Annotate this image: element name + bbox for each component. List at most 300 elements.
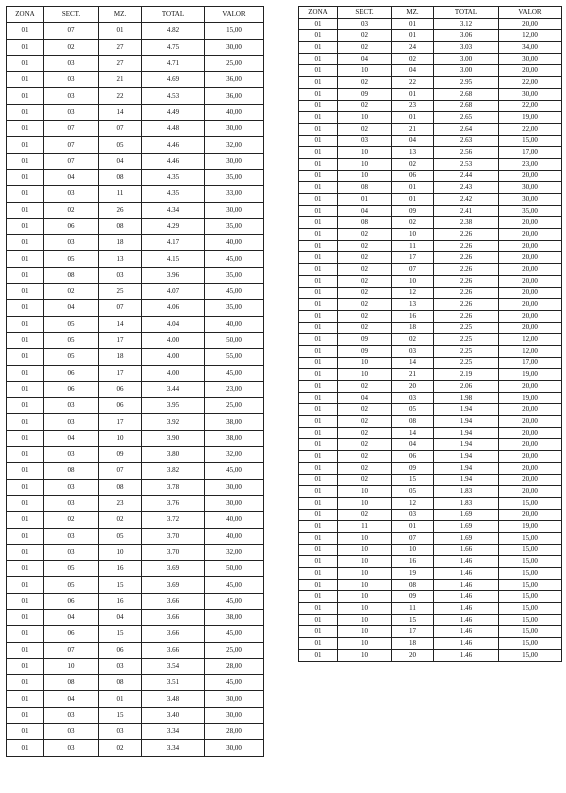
cell-mz: 15 [99,707,142,723]
cell-total: 1.46 [434,579,499,591]
table-row [299,614,562,626]
cell-mz: 10 [392,544,434,556]
cell-sect: 06 [44,626,99,642]
cell-sect: 05 [44,251,99,267]
table-row [299,392,562,404]
cell-sect: 07 [44,23,99,39]
table-row [299,626,562,638]
table-row [7,218,264,234]
cell-valor: 35,00 [205,300,264,316]
cell-valor: 17,00 [499,147,562,159]
cell-zona: 01 [7,675,44,691]
cell-total: 4.15 [142,251,205,267]
cell-zona: 01 [7,544,44,560]
cell-zona: 01 [299,579,338,591]
cell-total: 2.38 [434,217,499,229]
cell-mz: 09 [392,462,434,474]
cell-sect: 03 [44,72,99,88]
cell-zona: 01 [299,18,338,30]
cell-mz: 10 [392,275,434,287]
header-valor: VALOR [499,7,562,19]
cell-zona: 01 [299,53,338,65]
cell-valor: 45,00 [205,284,264,300]
cell-zona: 01 [299,310,338,322]
cell-sect: 10 [338,147,392,159]
cell-sect: 03 [44,235,99,251]
cell-zona: 01 [7,153,44,169]
cell-sect: 01 [338,194,392,206]
cell-zona: 01 [299,532,338,544]
table-row [299,217,562,229]
cell-valor: 20,00 [499,287,562,299]
cell-total: 3.72 [142,512,205,528]
cell-valor: 20,00 [499,509,562,521]
cell-mz: 08 [99,218,142,234]
cell-valor: 38,00 [205,609,264,625]
cell-valor: 45,00 [205,251,264,267]
cell-mz: 17 [99,332,142,348]
table-row [7,88,264,104]
cell-zona: 01 [7,39,44,55]
table-row [7,528,264,544]
cell-zona: 01 [299,194,338,206]
table-row [7,398,264,414]
header-total: TOTAL [434,7,499,19]
cell-valor: 15,00 [499,135,562,147]
cell-sect: 08 [44,463,99,479]
cell-zona: 01 [7,332,44,348]
cell-zona: 01 [299,182,338,194]
table-row [299,77,562,89]
cell-mz: 11 [392,603,434,615]
cell-total: 2.26 [434,275,499,287]
cell-total: 2.26 [434,252,499,264]
cell-valor: 20,00 [499,275,562,287]
cell-mz: 16 [99,561,142,577]
cell-valor: 38,00 [205,414,264,430]
table-row [299,649,562,661]
table-row [299,451,562,463]
cell-total: 3.66 [142,642,205,658]
cell-valor: 30,00 [205,153,264,169]
cell-zona: 01 [7,218,44,234]
cell-sect: 02 [338,264,392,276]
cell-total: 2.41 [434,205,499,217]
cell-total: 1.94 [434,474,499,486]
cell-valor: 22,00 [499,123,562,135]
cell-valor: 36,00 [205,72,264,88]
cell-total: 4.04 [142,316,205,332]
cell-mz: 05 [392,404,434,416]
cell-total: 1.98 [434,392,499,404]
cell-valor: 50,00 [205,332,264,348]
cell-total: 3.70 [142,544,205,560]
table-row [299,194,562,206]
cell-mz: 08 [99,479,142,495]
cell-valor: 23,00 [205,381,264,397]
cell-total: 4.46 [142,153,205,169]
table-row [7,707,264,723]
cell-total: 4.07 [142,284,205,300]
cell-total: 2.06 [434,381,499,393]
table-row [7,316,264,332]
cell-zona: 01 [299,158,338,170]
cell-mz: 18 [99,349,142,365]
cell-mz: 13 [99,251,142,267]
cell-zona: 01 [7,479,44,495]
table-row [7,479,264,495]
cell-zona: 01 [299,205,338,217]
cell-zona: 01 [299,451,338,463]
cell-total: 4.17 [142,235,205,251]
cell-valor: 45,00 [205,675,264,691]
cell-sect: 07 [44,153,99,169]
cell-zona: 01 [7,495,44,511]
cell-zona: 01 [299,30,338,42]
cell-zona: 01 [7,642,44,658]
cell-mz: 12 [392,287,434,299]
cell-sect: 10 [338,532,392,544]
cell-valor: 15,00 [499,556,562,568]
table-row [7,495,264,511]
cell-total: 4.69 [142,72,205,88]
cell-valor: 20,00 [499,416,562,428]
cell-mz: 15 [99,626,142,642]
table-row [299,264,562,276]
cell-zona: 01 [299,497,338,509]
cell-sect: 04 [44,691,99,707]
table-row [299,252,562,264]
cell-mz: 11 [392,240,434,252]
cell-mz: 08 [99,675,142,691]
cell-sect: 03 [44,88,99,104]
cell-mz: 22 [392,77,434,89]
cell-zona: 01 [7,593,44,609]
cell-total: 4.53 [142,88,205,104]
cell-valor: 20,00 [499,240,562,252]
cell-valor: 25,00 [205,642,264,658]
cell-sect: 04 [338,205,392,217]
cell-mz: 24 [392,42,434,54]
cell-sect: 10 [338,369,392,381]
cell-valor: 30,00 [499,194,562,206]
cell-zona: 01 [299,42,338,54]
cell-sect: 07 [44,137,99,153]
table-row [299,532,562,544]
cell-zona: 01 [299,123,338,135]
table-row [7,414,264,430]
cell-total: 2.26 [434,240,499,252]
cell-mz: 27 [99,39,142,55]
cell-total: 2.26 [434,299,499,311]
cell-total: 2.63 [434,135,499,147]
cell-zona: 01 [7,398,44,414]
table-row [299,287,562,299]
cell-valor: 35,00 [205,169,264,185]
cell-valor: 38,00 [205,430,264,446]
cell-total: 4.00 [142,365,205,381]
cell-total: 4.46 [142,137,205,153]
cell-sect: 10 [338,626,392,638]
cell-mz: 20 [392,381,434,393]
cell-valor: 20,00 [499,427,562,439]
cell-sect: 03 [44,528,99,544]
cell-total: 1.46 [434,649,499,661]
cell-total: 3.06 [434,30,499,42]
cell-zona: 01 [299,65,338,77]
table-row [299,112,562,124]
cell-zona: 01 [299,474,338,486]
cell-valor: 28,00 [205,724,264,740]
cell-zona: 01 [299,591,338,603]
cell-sect: 05 [44,332,99,348]
cell-total: 1.94 [434,451,499,463]
cell-mz: 14 [392,357,434,369]
cell-zona: 01 [7,414,44,430]
cell-mz: 16 [392,556,434,568]
cell-mz: 03 [99,267,142,283]
cell-zona: 01 [7,316,44,332]
cell-valor: 40,00 [205,512,264,528]
cell-sect: 02 [338,275,392,287]
cell-mz: 06 [392,170,434,182]
cell-mz: 04 [392,135,434,147]
table-row [299,556,562,568]
cell-sect: 02 [338,427,392,439]
cell-total: 4.34 [142,202,205,218]
cell-valor: 30,00 [205,202,264,218]
table-row [299,591,562,603]
cell-valor: 20,00 [499,264,562,276]
cell-valor: 15,00 [499,614,562,626]
cell-valor: 55,00 [205,349,264,365]
cell-valor: 15,00 [499,603,562,615]
table-row [7,169,264,185]
table-row [299,603,562,615]
cell-zona: 01 [299,334,338,346]
cell-total: 3.12 [434,18,499,30]
cell-mz: 15 [392,474,434,486]
cell-valor: 15,00 [499,497,562,509]
cell-valor: 30,00 [205,707,264,723]
cell-sect: 05 [44,561,99,577]
cell-mz: 23 [99,495,142,511]
cell-mz: 15 [99,577,142,593]
cell-sect: 03 [338,18,392,30]
cell-mz: 15 [392,614,434,626]
cell-mz: 13 [392,147,434,159]
cell-total: 2.64 [434,123,499,135]
table-row [299,158,562,170]
cell-zona: 01 [7,691,44,707]
cell-mz: 01 [99,23,142,39]
table-row [299,334,562,346]
table-row [7,463,264,479]
cell-mz: 07 [99,463,142,479]
cell-sect: 02 [44,39,99,55]
header-valor: VALOR [205,7,264,23]
cell-valor: 20,00 [499,474,562,486]
cell-zona: 01 [299,112,338,124]
cell-zona: 01 [299,217,338,229]
cell-valor: 20,00 [499,310,562,322]
table-row [299,170,562,182]
table-row [7,251,264,267]
table-row [299,497,562,509]
cell-mz: 04 [99,153,142,169]
cell-valor: 32,00 [205,137,264,153]
cell-total: 3.00 [434,65,499,77]
cell-sect: 02 [338,439,392,451]
cell-sect: 06 [44,365,99,381]
cell-total: 3.00 [434,53,499,65]
cell-zona: 01 [299,614,338,626]
table-row [7,121,264,137]
table-row [299,439,562,451]
cell-valor: 20,00 [499,170,562,182]
cell-zona: 01 [7,528,44,544]
table-row [7,593,264,609]
cell-total: 3.66 [142,593,205,609]
cell-total: 4.29 [142,218,205,234]
table-row [299,345,562,357]
cell-valor: 45,00 [205,365,264,381]
cell-zona: 01 [7,300,44,316]
cell-mz: 07 [99,121,142,137]
cell-valor: 20,00 [499,229,562,241]
cell-total: 3.92 [142,414,205,430]
cell-mz: 01 [392,182,434,194]
table-row [299,544,562,556]
cell-zona: 01 [299,357,338,369]
table-row [299,229,562,241]
table-row [299,404,562,416]
cell-mz: 10 [99,544,142,560]
cell-zona: 01 [299,287,338,299]
cell-sect: 02 [338,310,392,322]
cell-mz: 26 [99,202,142,218]
cell-zona: 01 [299,427,338,439]
cell-sect: 04 [44,169,99,185]
cell-valor: 15,00 [499,591,562,603]
cell-valor: 15,00 [499,532,562,544]
cell-sect: 02 [338,77,392,89]
cell-sect: 09 [338,88,392,100]
table-row [7,202,264,218]
table-row [7,284,264,300]
cell-mz: 09 [392,205,434,217]
cell-sect: 02 [338,229,392,241]
cell-valor: 22,00 [499,100,562,112]
cell-zona: 01 [299,556,338,568]
cell-total: 1.83 [434,486,499,498]
table-row [299,135,562,147]
table-row [7,104,264,120]
cell-valor: 20,00 [499,486,562,498]
cell-total: 2.43 [434,182,499,194]
cell-sect: 03 [44,55,99,71]
cell-sect: 03 [44,447,99,463]
cell-valor: 19,00 [499,392,562,404]
cell-valor: 35,00 [205,218,264,234]
cell-sect: 02 [338,30,392,42]
cell-sect: 10 [338,614,392,626]
cell-sect: 03 [338,135,392,147]
cell-total: 4.35 [142,169,205,185]
cell-total: 1.94 [434,404,499,416]
cell-zona: 01 [299,229,338,241]
table-row [7,658,264,674]
cell-mz: 13 [392,299,434,311]
cell-sect: 03 [44,414,99,430]
cell-sect: 10 [338,112,392,124]
cell-sect: 06 [44,593,99,609]
cell-total: 3.78 [142,479,205,495]
cell-zona: 01 [299,638,338,650]
table-row [299,205,562,217]
cell-mz: 09 [392,591,434,603]
cell-total: 3.48 [142,691,205,707]
cell-total: 1.46 [434,603,499,615]
cell-mz: 02 [392,53,434,65]
cell-total: 4.00 [142,349,205,365]
cell-mz: 25 [99,284,142,300]
cell-sect: 10 [338,556,392,568]
cell-zona: 01 [299,77,338,89]
table-row [299,357,562,369]
cell-zona: 01 [7,609,44,625]
cell-valor: 30,00 [499,182,562,194]
cell-mz: 08 [392,579,434,591]
cell-mz: 04 [392,439,434,451]
cell-valor: 40,00 [205,235,264,251]
cell-zona: 01 [299,626,338,638]
table-row [299,310,562,322]
table-row [299,30,562,42]
cell-mz: 06 [392,451,434,463]
cell-sect: 02 [338,123,392,135]
cell-total: 3.80 [142,447,205,463]
left-valuation-table [6,6,264,757]
cell-sect: 07 [44,121,99,137]
cell-sect: 03 [44,724,99,740]
cell-sect: 03 [44,186,99,202]
cell-mz: 03 [392,345,434,357]
cell-mz: 01 [392,112,434,124]
cell-total: 2.25 [434,322,499,334]
cell-mz: 17 [392,626,434,638]
cell-mz: 03 [392,509,434,521]
cell-zona: 01 [299,521,338,533]
cell-sect: 06 [44,218,99,234]
cell-valor: 15,00 [499,649,562,661]
table-row [299,416,562,428]
cell-total: 1.46 [434,614,499,626]
cell-sect: 08 [338,217,392,229]
cell-total: 3.70 [142,528,205,544]
cell-sect: 10 [338,170,392,182]
cell-mz: 01 [392,194,434,206]
table-row [299,322,562,334]
table-row [299,240,562,252]
cell-total: 3.40 [142,707,205,723]
cell-sect: 04 [44,430,99,446]
cell-sect: 04 [338,53,392,65]
cell-mz: 06 [99,642,142,658]
cell-total: 2.44 [434,170,499,182]
table-row [299,568,562,580]
header-mz: MZ. [392,7,434,19]
